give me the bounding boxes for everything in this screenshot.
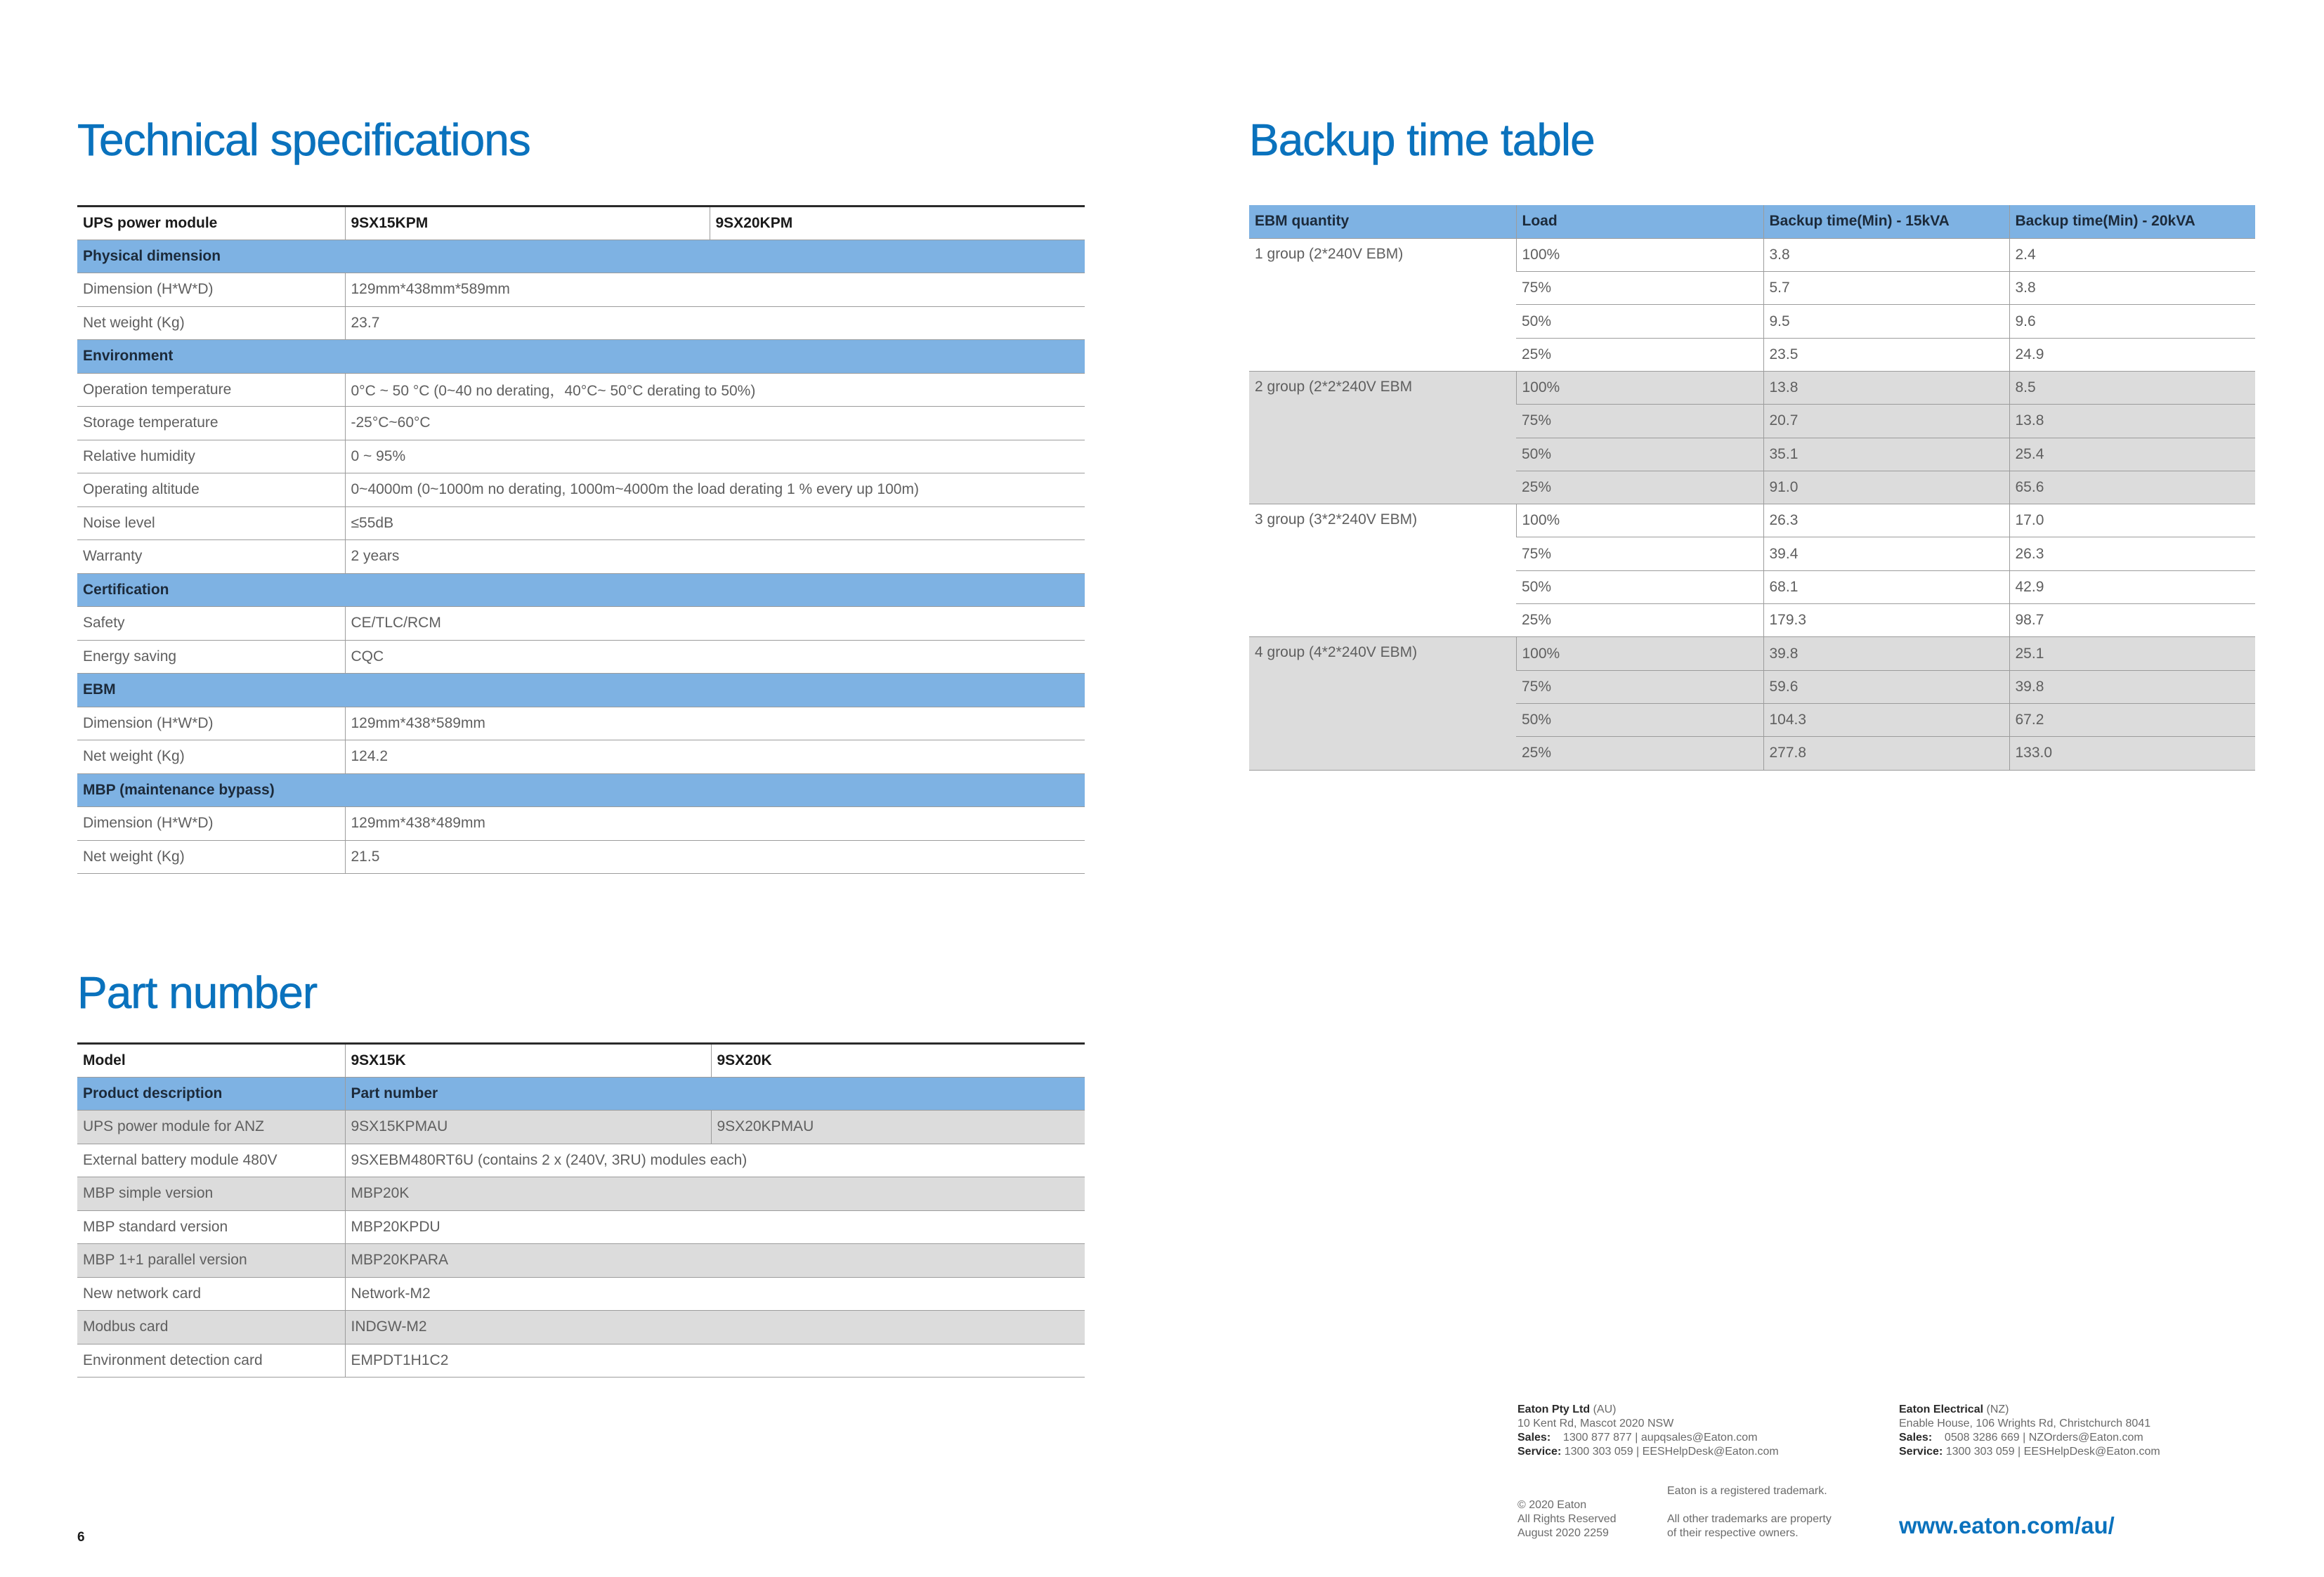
table-cell: 277.8: [1763, 737, 2009, 770]
table-cell: Operation temperature: [77, 373, 345, 407]
table-cell: Net weight (Kg): [77, 840, 345, 874]
table-row: [1249, 637, 2255, 670]
table-cell: 25%: [1516, 737, 1763, 770]
section-header-row: [77, 1077, 1085, 1111]
table-cell: 9SX15KPMAU: [345, 1111, 711, 1144]
table-cell: Dimension (H*W*D): [77, 273, 345, 307]
table-row: [77, 540, 1085, 574]
table-cell: 98.7: [2009, 604, 2255, 637]
table-cell: 9SX20KPMAU: [711, 1111, 1085, 1144]
table-row: [77, 506, 1085, 540]
table-row: [77, 840, 1085, 874]
table-cell: EBM: [77, 674, 1085, 707]
nz-country: (NZ): [1986, 1403, 2009, 1415]
part-number-table: [77, 1042, 1085, 1378]
au-address: 10 Kent Rd, Mascot 2020 NSW: [1517, 1418, 1674, 1429]
table-cell: 39.8: [1763, 637, 2009, 670]
table-cell: Part number: [345, 1077, 1085, 1111]
section-header-row: [77, 240, 1085, 273]
table-cell: 59.6: [1763, 670, 2009, 703]
table-cell: 100%: [1516, 637, 1763, 670]
table-row: [77, 473, 1085, 507]
table-cell: EBM quantity: [1249, 205, 1516, 238]
au-service: 1300 303 059 | EESHelpDesk@Eaton.com: [1564, 1446, 1779, 1458]
table-cell: EMPDT1H1C2: [345, 1344, 1085, 1378]
table-cell: 26.3: [2009, 537, 2255, 570]
table-cell: Storage temperature: [77, 407, 345, 440]
table-cell: MBP20K: [345, 1177, 1085, 1211]
table-row: [77, 807, 1085, 841]
table-row: [77, 740, 1085, 774]
table-row: [77, 273, 1085, 307]
table-cell: MBP20KPDU: [345, 1210, 1085, 1244]
table-cell: 9SX15KPM: [345, 207, 710, 240]
section-header-row: [77, 674, 1085, 707]
table-cell: -25°C~60°C: [345, 407, 1085, 440]
table-cell: 2 years: [345, 540, 1085, 574]
table-row: [77, 1177, 1085, 1211]
table-row: [1249, 238, 2255, 271]
table-cell: 39.4: [1763, 537, 2009, 570]
table-cell: 133.0: [2009, 737, 2255, 770]
section-header-row: [77, 573, 1085, 607]
table-cell: 20.7: [1763, 405, 2009, 438]
table-row: [77, 1210, 1085, 1244]
table-row: [77, 607, 1085, 641]
table-header-row: [77, 207, 1085, 240]
au-sales: 1300 877 877 | aupqsales@Eaton.com: [1562, 1432, 1758, 1444]
table-cell: 2 group (2*2*240V EBM: [1249, 371, 1516, 504]
table-cell: Backup time(Min) - 20kVA: [2009, 205, 2255, 238]
table-header-row: [77, 1044, 1085, 1078]
table-cell: Modbus card: [77, 1311, 345, 1344]
table-row: [77, 1111, 1085, 1144]
table-cell: 21.5: [345, 840, 1085, 874]
table-cell: 129mm*438mm*589mm: [345, 273, 1085, 307]
table-cell: 25.4: [2009, 438, 2255, 471]
table-cell: INDGW-M2: [345, 1311, 1085, 1344]
table-cell: Model: [77, 1044, 345, 1078]
table-cell: 25%: [1516, 471, 1763, 504]
table-cell: MBP standard version: [77, 1210, 345, 1244]
table-cell: ≤55dB: [345, 506, 1085, 540]
table-cell: 4 group (4*2*240V EBM): [1249, 637, 1516, 770]
table-row: [77, 1144, 1085, 1177]
table-cell: Net weight (Kg): [77, 306, 345, 340]
table-cell: 91.0: [1763, 471, 2009, 504]
table-cell: 129mm*438*489mm: [345, 807, 1085, 841]
table-cell: Certification: [77, 573, 1085, 607]
table-cell: MBP 1+1 parallel version: [77, 1244, 345, 1278]
table-cell: 129mm*438*589mm: [345, 707, 1085, 740]
table-cell: Relative humidity: [77, 440, 345, 473]
trademark-note: Eaton is a registered trademark.: [1667, 1485, 1827, 1497]
table-row: [77, 1344, 1085, 1378]
table-cell: CQC: [345, 640, 1085, 674]
backup-title: Backup time table: [1249, 114, 1595, 165]
table-cell: 65.6: [2009, 471, 2255, 504]
table-cell: 3.8: [2009, 272, 2255, 305]
table-cell: 25%: [1516, 338, 1763, 371]
other-trademarks-line: All other trademarks are property: [1667, 1513, 1832, 1525]
table-cell: Noise level: [77, 506, 345, 540]
table-cell: 25%: [1516, 604, 1763, 637]
website-link[interactable]: www.eaton.com/au/: [1899, 1512, 2115, 1538]
nz-sales: 0508 3286 669 | NZOrders@Eaton.com: [1944, 1432, 2143, 1444]
nz-company: Eaton Electrical: [1899, 1403, 1984, 1415]
table-cell: Physical dimension: [77, 240, 1085, 273]
table-cell: 9SX15K: [345, 1044, 711, 1078]
footer-trademark: [1667, 1484, 1832, 1540]
table-cell: 50%: [1516, 305, 1763, 338]
table-cell: Net weight (Kg): [77, 740, 345, 774]
tech-specs-title: Technical specifications: [77, 114, 530, 165]
table-cell: Operating altitude: [77, 473, 345, 507]
nz-sales-label: Sales:: [1899, 1432, 1933, 1444]
table-cell: 42.9: [2009, 570, 2255, 603]
part-number-title: Part number: [77, 967, 318, 1018]
table-cell: 50%: [1516, 703, 1763, 736]
table-row: [77, 407, 1085, 440]
table-cell: 24.9: [2009, 338, 2255, 371]
table-cell: 50%: [1516, 438, 1763, 471]
table-cell: 8.5: [2009, 371, 2255, 404]
copyright-line: August 2020 2259: [1517, 1527, 1609, 1539]
table-cell: 23.7: [345, 306, 1085, 340]
table-row: [1249, 371, 2255, 404]
table-cell: 25.1: [2009, 637, 2255, 670]
table-row: [77, 440, 1085, 473]
table-row: [77, 1244, 1085, 1278]
table-cell: Safety: [77, 607, 345, 641]
table-cell: Network-M2: [345, 1277, 1085, 1311]
table-cell: 17.0: [2009, 504, 2255, 537]
table-cell: 75%: [1516, 670, 1763, 703]
table-header-row: [1249, 205, 2255, 238]
table-cell: 100%: [1516, 238, 1763, 271]
table-row: [77, 640, 1085, 674]
table-cell: Product description: [77, 1077, 345, 1111]
table-cell: 75%: [1516, 537, 1763, 570]
au-sales-label: Sales:: [1517, 1432, 1551, 1444]
nz-service: 1300 303 059 | EESHelpDesk@Eaton.com: [1945, 1446, 2160, 1458]
table-cell: 50%: [1516, 570, 1763, 603]
table-row: [77, 306, 1085, 340]
table-cell: 75%: [1516, 272, 1763, 305]
table-cell: MBP simple version: [77, 1177, 345, 1211]
table-cell: CE/TLC/RCM: [345, 607, 1085, 641]
backup-time-table: [1249, 205, 2255, 771]
table-cell: 124.2: [345, 740, 1085, 774]
table-cell: 100%: [1516, 504, 1763, 537]
table-cell: 9SX20KPM: [710, 207, 1085, 240]
au-service-label: Service:: [1517, 1446, 1562, 1458]
table-row: [77, 373, 1085, 407]
table-cell: Dimension (H*W*D): [77, 707, 345, 740]
table-cell: 104.3: [1763, 703, 2009, 736]
table-cell: 100%: [1516, 371, 1763, 404]
nz-service-label: Service:: [1899, 1446, 1943, 1458]
table-cell: 13.8: [2009, 405, 2255, 438]
table-cell: 68.1: [1763, 570, 2009, 603]
table-cell: 2.4: [2009, 238, 2255, 271]
table-row: [77, 707, 1085, 740]
table-cell: 35.1: [1763, 438, 2009, 471]
table-cell: 9.5: [1763, 305, 2009, 338]
au-company: Eaton Pty Ltd: [1517, 1403, 1591, 1415]
table-row: [1249, 504, 2255, 537]
table-cell: 39.8: [2009, 670, 2255, 703]
table-cell: Environment detection card: [77, 1344, 345, 1378]
table-cell: 9SXEBM480RT6U (contains 2 x (240V, 3RU) modules each): [345, 1144, 1085, 1177]
table-cell: 9SX20K: [711, 1044, 1085, 1078]
table-cell: 26.3: [1763, 504, 2009, 537]
footer-copyright: [1517, 1498, 1617, 1540]
table-cell: 0~4000m (0~1000m no derating, 1000m~4000m the load derating 1 % every up 100m): [345, 473, 1085, 507]
table-row: [77, 1277, 1085, 1311]
table-cell: 13.8: [1763, 371, 2009, 404]
other-trademarks-line: of their respective owners.: [1667, 1527, 1799, 1539]
table-cell: MBP (maintenance bypass): [77, 773, 1085, 807]
tech-specs-table: [77, 205, 1085, 874]
table-cell: Energy saving: [77, 640, 345, 674]
table-cell: 1 group (2*240V EBM): [1249, 238, 1516, 371]
table-cell: New network card: [77, 1277, 345, 1311]
table-cell: 3 group (3*2*240V EBM): [1249, 504, 1516, 637]
footer-au: [1517, 1403, 1779, 1459]
section-header-row: [77, 340, 1085, 374]
table-cell: 9.6: [2009, 305, 2255, 338]
copyright-line: All Rights Reserved: [1517, 1513, 1617, 1525]
copyright-line: © 2020 Eaton: [1517, 1499, 1587, 1511]
au-country: (AU): [1593, 1403, 1617, 1415]
table-cell: Warranty: [77, 540, 345, 574]
table-cell: 179.3: [1763, 604, 2009, 637]
section-header-row: [77, 773, 1085, 807]
table-cell: 0 ~ 95%: [345, 440, 1085, 473]
nz-address: Enable House, 106 Wrights Rd, Christchurch 8041: [1899, 1418, 2151, 1429]
footer-nz: [1899, 1403, 2160, 1459]
table-cell: 75%: [1516, 405, 1763, 438]
table-cell: 0°C ~ 50 °C (0~40 no derating，40°C~ 50°C derating to 50%): [345, 373, 1085, 407]
page-number: 6: [77, 1530, 85, 1545]
table-cell: Environment: [77, 340, 1085, 374]
table-row: [77, 1311, 1085, 1344]
table-cell: 67.2: [2009, 703, 2255, 736]
table-cell: Backup time(Min) - 15kVA: [1763, 205, 2009, 238]
table-cell: MBP20KPARA: [345, 1244, 1085, 1278]
table-cell: 5.7: [1763, 272, 2009, 305]
table-cell: Dimension (H*W*D): [77, 807, 345, 841]
table-cell: 23.5: [1763, 338, 2009, 371]
table-cell: Load: [1516, 205, 1763, 238]
table-cell: 3.8: [1763, 238, 2009, 271]
table-cell: UPS power module: [77, 207, 345, 240]
table-cell: External battery module 480V: [77, 1144, 345, 1177]
table-cell: UPS power module for ANZ: [77, 1111, 345, 1144]
